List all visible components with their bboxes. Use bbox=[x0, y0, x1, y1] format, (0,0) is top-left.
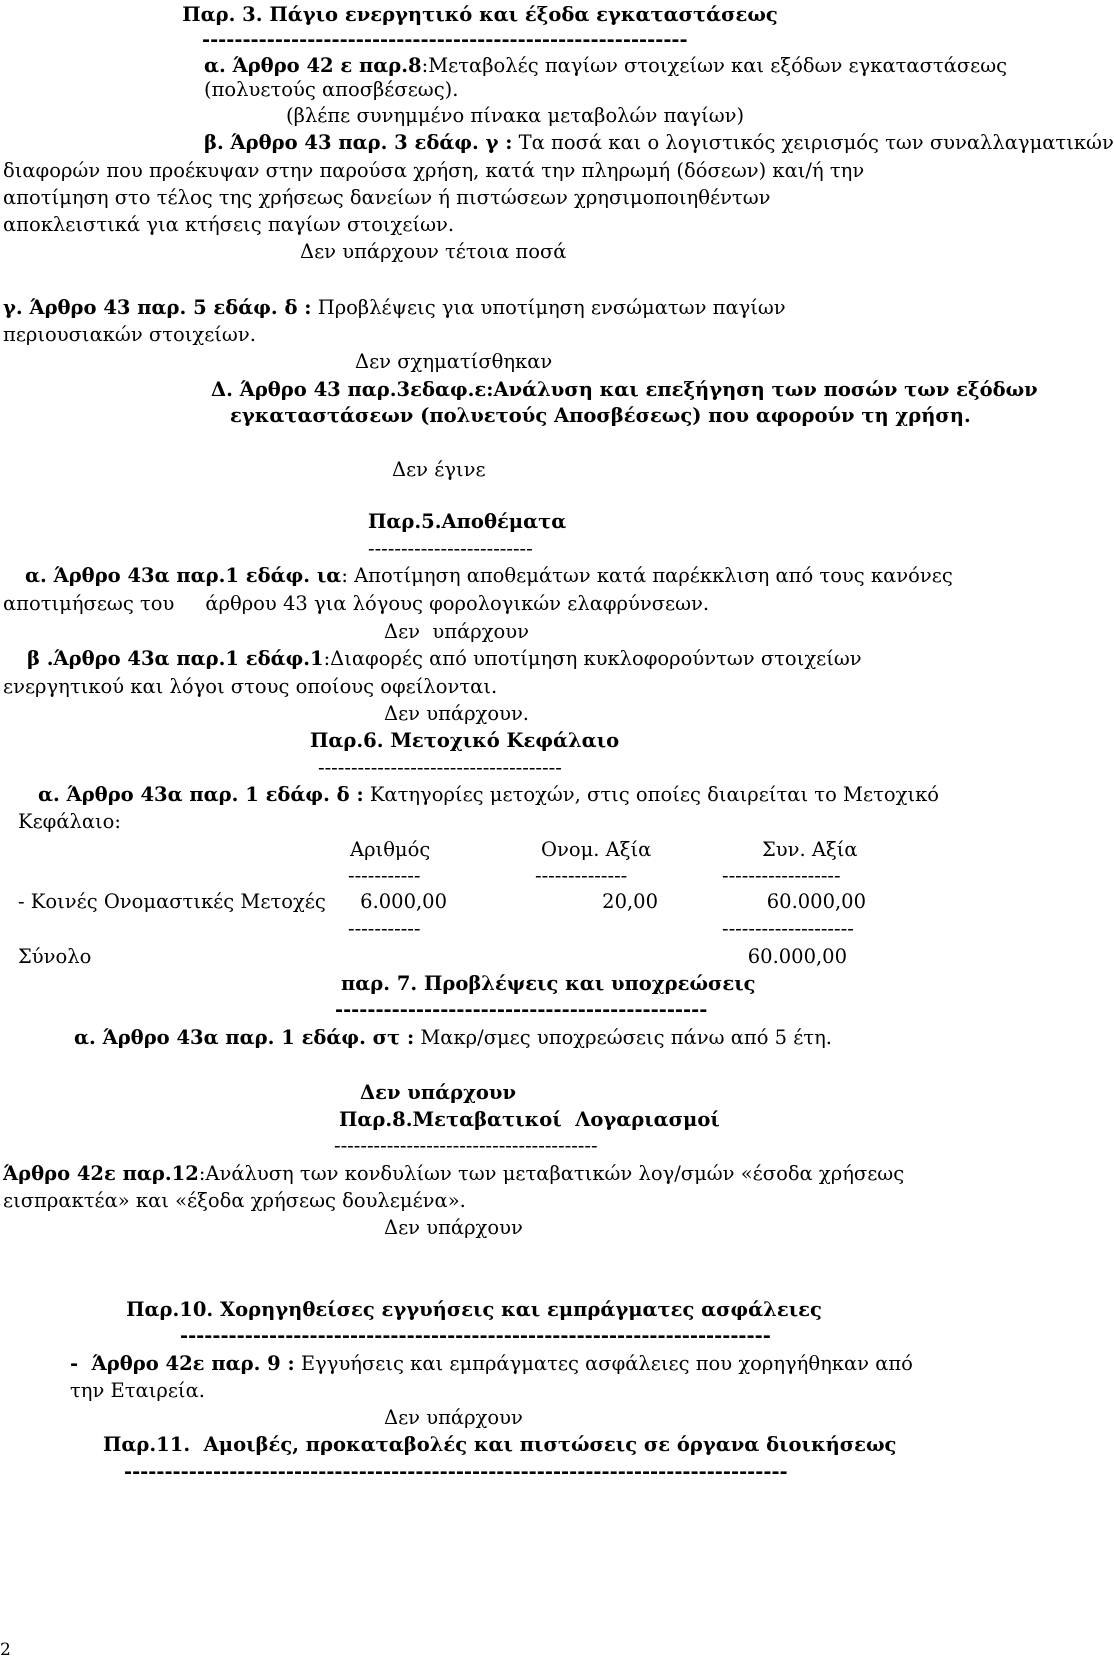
s3-item-g-line1: Προβλέψεις για υποτίμηση ενσώματων παγίων bbox=[311, 296, 786, 319]
s7-item-a-status: Δεν υπάρχουν bbox=[360, 1081, 516, 1104]
s3-item-b-line2: διαφορών που προέκυψαν στην παρούσα χρήση, κατά την πληρωμή (δόσεων) και/ή την bbox=[3, 159, 865, 182]
section6-rule: ------------------------------------- bbox=[318, 756, 562, 779]
section3-title: Παρ. 3. Πάγιο ενεργητικό και έξοδα εγκαταστάσεως bbox=[182, 3, 778, 26]
s8-item-a-status: Δεν υπάρχουν bbox=[384, 1216, 523, 1239]
section10-title: Παρ.10. Χορηγηθείσες εγγυήσεις και εμπράγματες ασφάλειες bbox=[126, 1298, 822, 1321]
s6-row-number: 6.000,00 bbox=[360, 890, 447, 913]
s6-header-nominal: Ονομ. Αξία bbox=[541, 838, 652, 861]
s6-header-total: Συν. Αξία bbox=[762, 838, 858, 861]
s6-row-label: - Κοινές Ονομαστικές Μετοχές bbox=[18, 890, 326, 913]
section8-rule: ---------------------------------------- bbox=[334, 1134, 598, 1157]
s3-item-a bbox=[204, 54, 1007, 78]
section6-title: Παρ.6. Μετοχικό Κεφάλαιο bbox=[310, 729, 620, 752]
s10-item-a-status: Δεν υπάρχουν bbox=[384, 1406, 523, 1429]
s8-item-a-line2: εισπρακτέα» και «έξοδα χρήσεως δουλεμένα». bbox=[3, 1189, 466, 1212]
s6-rule-number: ----------- bbox=[348, 864, 421, 887]
s10-item-a-line2: την Εταιρεία. bbox=[70, 1379, 205, 1402]
s6-item-a-line2: Κεφάλαιο: bbox=[18, 810, 121, 833]
s6-rule-number-2: ----------- bbox=[348, 917, 421, 940]
section7-rule: ---------------------------------------------- bbox=[335, 998, 708, 1021]
s5-item-a-line2: αποτιμήσεως του άρθρου 43 για λόγους φορολογικών ελαφρύνσεων. bbox=[3, 592, 710, 615]
s8-item-a bbox=[3, 1162, 904, 1186]
s3-item-a-text: :Μεταβολές παγίων στοιχείων και εξόδων εγκαταστάσεως bbox=[421, 54, 1008, 77]
s5-item-b-line2: ενεργητικού και λόγοι στους οποίους οφείλονται. bbox=[3, 675, 498, 698]
s3-item-b-line1: Τα ποσά και ο λογιστικός χειρισμός των συναλλαγματικών bbox=[512, 131, 1114, 154]
s6-header-number: Αριθμός bbox=[350, 838, 431, 861]
s3-item-g-status: Δεν σχηματίσθηκαν bbox=[355, 350, 553, 373]
section11-rule: ---------------------------------------------------------------------------------- bbox=[124, 1460, 788, 1483]
s6-total-label: Σύνολο bbox=[18, 945, 92, 968]
s7-item-a bbox=[74, 1026, 832, 1050]
s5-item-b-line1: :Διαφορές από υποτίμηση κυκλοφορούντων στοιχείων bbox=[323, 647, 862, 670]
s8-item-a-line1: :Ανάλυση των κονδυλίων των μεταβατικών λογ/σμών «έσοδα χρήσεως bbox=[198, 1162, 905, 1185]
s3-item-b bbox=[204, 131, 1114, 155]
s5-item-b-status: Δεν υπάρχουν. bbox=[384, 702, 530, 725]
s6-total-value: 60.000,00 bbox=[747, 945, 847, 968]
s6-rule-nominal: -------------- bbox=[535, 864, 628, 887]
s8-item-a-lead: Άρθρο 42ε παρ.12 bbox=[3, 1162, 199, 1185]
s5-item-b-lead: β .Άρθρο 43α παρ.1 εδάφ.1 bbox=[27, 647, 324, 670]
section8-title: Παρ.8.Μεταβατικοί Λογαριασμοί bbox=[339, 1108, 720, 1131]
s3-item-g bbox=[3, 296, 786, 320]
section3-rule: ------------------------------------------------------------ bbox=[202, 28, 688, 51]
section10-rule: ------------------------------------------------------------------------- bbox=[180, 1324, 771, 1347]
s6-item-a-lead: α. Άρθρο 43α παρ. 1 εδάφ. δ : bbox=[38, 783, 364, 806]
section11-title: Παρ.11. Αμοιβές, προκαταβολές και πιστώσεις σε όργανα διοικήσεως bbox=[103, 1433, 897, 1456]
page-number: 2 bbox=[0, 1640, 11, 1660]
s6-item-a bbox=[38, 783, 939, 807]
s5-item-a-status: Δεν υπάρχουν bbox=[384, 620, 530, 643]
s6-rule-total-2: -------------------- bbox=[722, 917, 854, 940]
s3-item-g-lead: γ. Άρθρο 43 παρ. 5 εδάφ. δ : bbox=[3, 296, 312, 319]
s3-item-d-line2: εγκαταστάσεων (πολυετούς Αποσβέσεως) που αφορούν τη χρήση. bbox=[230, 404, 971, 427]
s10-item-a bbox=[70, 1352, 913, 1376]
s6-item-a-line1: Κατηγορίες μετοχών, στις οποίες διαιρείται το Μετοχικό bbox=[363, 783, 940, 806]
s3-item-b-lead: β. Άρθρο 43 παρ. 3 εδάφ. γ : bbox=[204, 131, 513, 154]
s5-item-b bbox=[27, 647, 862, 671]
s10-item-a-line1: Εγγυήσεις και εμπράγματες ασφάλειες που χορηγήθηκαν από bbox=[294, 1352, 913, 1375]
section5-rule: ------------------------- bbox=[368, 537, 533, 560]
s6-row-nominal: 20,00 bbox=[602, 890, 658, 913]
s5-item-a bbox=[25, 564, 953, 588]
s3-item-a-line2: (πολυετούς αποσβέσεως). bbox=[204, 78, 459, 101]
s3-item-d-status: Δεν έγινε bbox=[392, 458, 486, 481]
s5-item-a-lead: α. Άρθρο 43α παρ.1 εδάφ. ια bbox=[25, 564, 342, 587]
s10-item-a-lead: - Άρθρο 42ε παρ. 9 : bbox=[70, 1352, 295, 1375]
s3-item-a-note: (βλέπε συνημμένο πίνακα μεταβολών παγίων) bbox=[286, 104, 745, 127]
section5-title: Παρ.5.Αποθέματα bbox=[368, 510, 567, 533]
section7-title: παρ. 7. Προβλέψεις και υποχρεώσεις bbox=[341, 972, 756, 995]
s3-item-d-line1: Δ. Άρθρο 43 παρ.3εδαφ.ε:Ανάλυση και επεξήγηση των ποσών των εξόδων bbox=[211, 378, 1038, 401]
s6-rule-total: ------------------ bbox=[722, 864, 841, 887]
s7-item-a-line1: Μακρ/σμες υποχρεώσεις πάνω από 5 έτη. bbox=[414, 1026, 833, 1049]
s3-item-b-line4: αποκλειστικά για κτήσεις παγίων στοιχείων. bbox=[3, 213, 455, 236]
s3-item-g-line2: περιουσιακών στοιχείων. bbox=[3, 323, 256, 346]
s3-item-b-status: Δεν υπάρχουν τέτοια ποσά bbox=[300, 240, 567, 263]
s5-item-a-line1: : Αποτίμηση αποθεμάτων κατά παρέκκλιση από τους κανόνες bbox=[341, 564, 953, 587]
s3-item-a-lead: α. Άρθρο 42 ε παρ.8 bbox=[204, 54, 422, 77]
s6-row-total: 60.000,00 bbox=[766, 890, 866, 913]
s7-item-a-lead: α. Άρθρο 43α παρ. 1 εδάφ. στ : bbox=[74, 1026, 415, 1049]
s3-item-b-line3: αποτίμηση στο τέλος της χρήσεως δανείων ή πιστώσεων χρησιμοποιηθέντων bbox=[3, 186, 771, 209]
